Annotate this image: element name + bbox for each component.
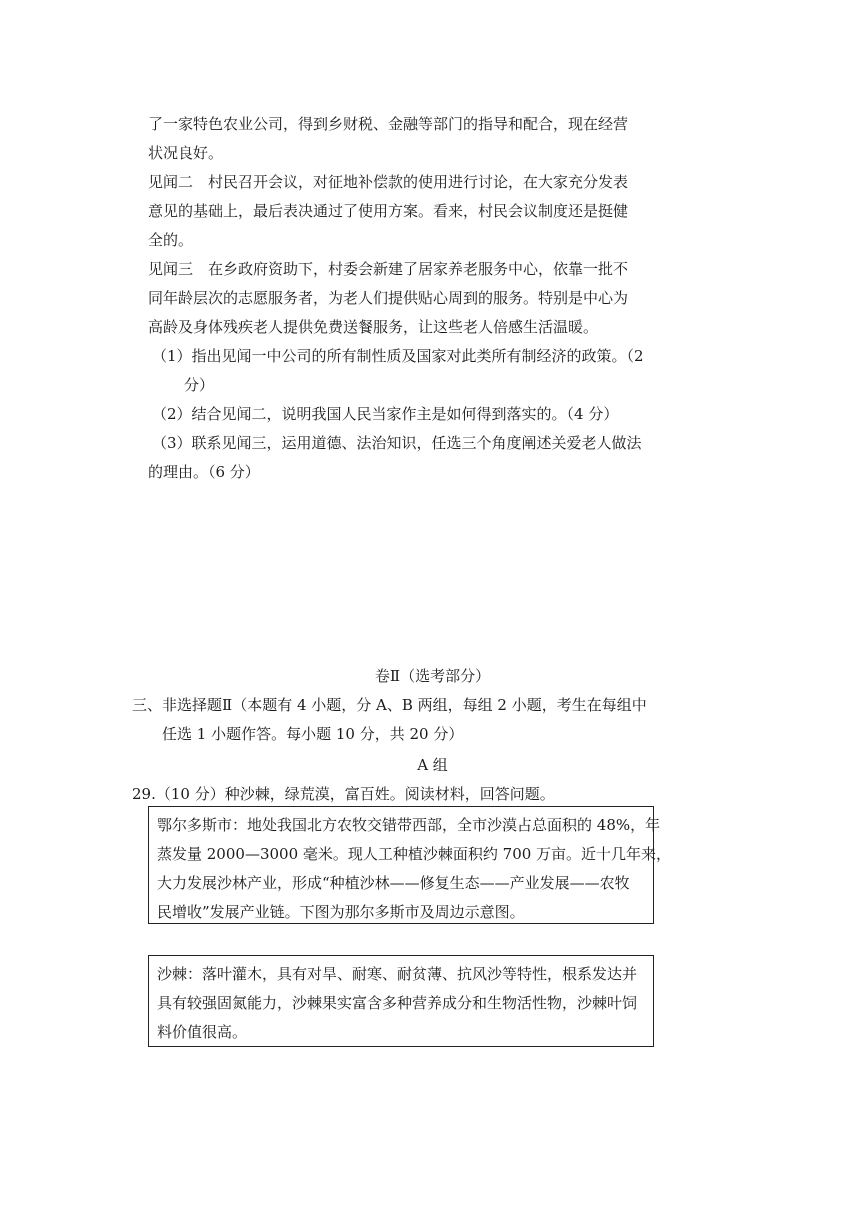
text-line: 沙棘：落叶灌木，具有对旱、耐寒、耐贫薄、抗风沙等特性，根系发达并	[157, 965, 638, 983]
text-line: 见闻三 在乡政府资助下，村委会新建了居家养老服务中心，依靠一批不	[148, 260, 629, 278]
text-line: 具有较强固氮能力，沙棘果实富含多种营养成分和生物活性物，沙棘叶饲	[157, 994, 638, 1012]
text-line: 鄂尔多斯市：地处我国北方农牧交错带西部，全市沙漠占总面积的 48%，年	[157, 816, 661, 834]
text-line: 高龄及身体残疾老人提供免费送餐服务，让这些老人倍感生活温暖。	[148, 318, 599, 336]
text-line: 大力发展沙林产业，形成“种植沙林——修复生态——产业发展——农牧	[157, 874, 630, 892]
group-a-heading: A 组	[417, 756, 448, 774]
text-line: 见闻二 村民召开会议，对征地补偿款的使用进行讨论，在大家充分发表	[148, 173, 629, 191]
text-line: 料价值很高。	[157, 1023, 248, 1041]
material-box-seabuckthorn	[148, 955, 654, 1047]
part-heading: 三、非选择题Ⅱ（本题有 4 小题，分 A、B 两组，每组 2 小题，考生在每组中	[132, 696, 647, 714]
question-3: （3）联系见闻三，运用道德、法治知识，任选三个角度阐述关爱老人做法	[152, 434, 642, 452]
text-line: 状况良好。	[148, 144, 224, 162]
question-29: 29.（10 分）种沙棘，绿荒漠，富百姓。阅读材料，回答问题。	[132, 785, 555, 803]
text-line: 同年龄层次的志愿服务者，为老人们提供贴心周到的服务。特别是中心为	[148, 289, 629, 307]
text-line: 蒸发量 2000—3000 毫米。现人工种植沙棘面积约 700 万亩。近十几年来，	[157, 845, 672, 863]
material-box-ordos	[148, 806, 672, 924]
text-line: 意见的基础上，最后表决通过了使用方案。看来，村民会议制度还是挺健	[148, 202, 629, 220]
text-line: 全的。	[148, 231, 194, 249]
part-heading-cont: 任选 1 小题作答。每小题 10 分，共 20 分）	[162, 725, 464, 743]
question-1-cont: 分）	[184, 376, 215, 394]
question-3-cont: 的理由。（6 分）	[148, 463, 260, 481]
text-line: 民增收”发展产业链。下图为那尔多斯市及周边示意图。	[157, 903, 525, 921]
question-1: （1）指出见闻一中公司的所有制性质及国家对此类所有制经济的政策。（2	[152, 347, 644, 365]
text-line: 了一家特色农业公司，得到乡财税、金融等部门的指导和配合，现在经营	[148, 115, 629, 133]
question-2: （2）结合见闻二，说明我国人民当家作主是如何得到落实的。（4 分）	[152, 405, 619, 423]
section-title: 卷Ⅱ（选考部分）	[374, 667, 491, 685]
